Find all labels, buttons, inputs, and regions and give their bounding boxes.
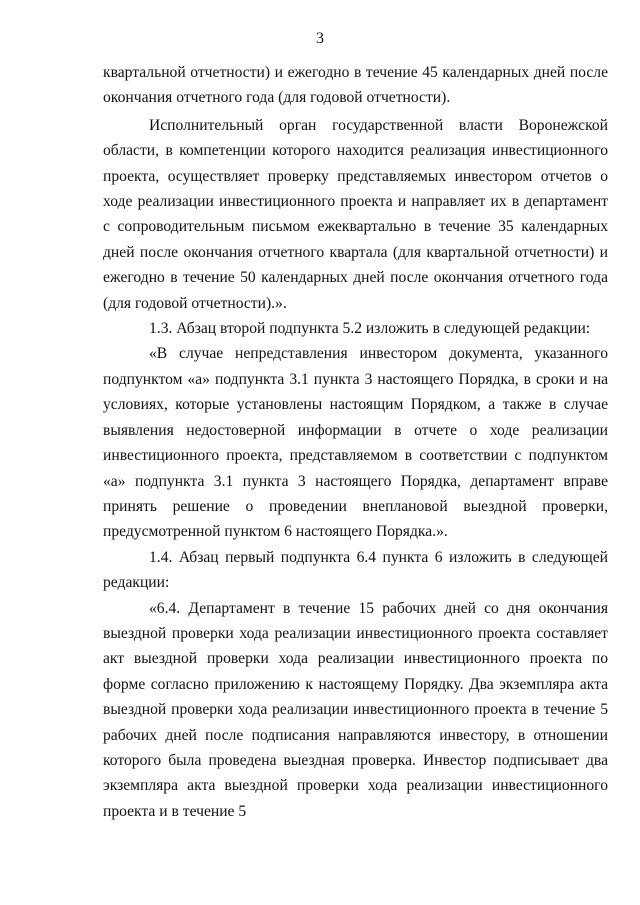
paragraph-quote-6-4: «6.4. Департамент в течение 15 рабочих дней со дня окончания выездной проверки хода реализации инвестиционного проекта составляет акт выездной проверки хода реализации инвестиционного проекта по форме согласно приложению к настоящему Порядку. Два экземпляра акта выездной проверки хода реализации инвестиционного проекта в течение 5 рабочих дней после подписания направляются инвестору, в отношении которого была проведена выездная проверка. Инвестор подписывает два экземпляра акта выездной проверки хода реализации инвестиционного проекта и в течение 5 [103, 599, 608, 820]
page-number: 3 [316, 30, 324, 47]
paragraph-quote-5-2: «В случае непредставления инвестором документа, указанного подпунктом «а» подпункта 3.1 пункта 3 настоящего Порядка, в сроки и на условиях, которые установлены настоящим Порядком, а также в случае выявления недостоверной информации в отчете о ходе реализации инвестиционного проекта, представляемом в соответствии с подпунктом «а» подпункта 3.1 пункта 3 настоящего Порядка, департамент вправе принять решение о проведении внеплановой выездной проверки, предусмотренной пунктом 6 настоящего Порядка.». [103, 345, 608, 541]
document-body [103, 60, 608, 824]
paragraph-executive-authority: Исполнительный орган государственной власти Воронежской области, в компетенции которого находится реализация инвестиционного проекта, осуществляет проверку представляемых инвестором отчетов о ходе реализации инвестиционного проекта и направляет их в департамент с сопроводительным письмом ежеквартально в течение 35 календарных дней после окончания отчетного квартала (для квартальной отчетности) и ежегодно в течение 50 календарных дней после окончания отчетного года (для годовой отчетности).». [103, 116, 608, 312]
paragraph-item-1-3: 1.3. Абзац второй подпункта 5.2 изложить в следующей редакции: [149, 320, 591, 338]
paragraph-item-1-4: 1.4. Абзац первый подпункта 6.4 пункта 6 изложить в следующей редакции: [103, 548, 608, 592]
paragraph-continuation: квартальной отчетности) и ежегодно в течение 45 календарных дней после окончания отчетного года (для годовой отчетности). [103, 64, 608, 107]
